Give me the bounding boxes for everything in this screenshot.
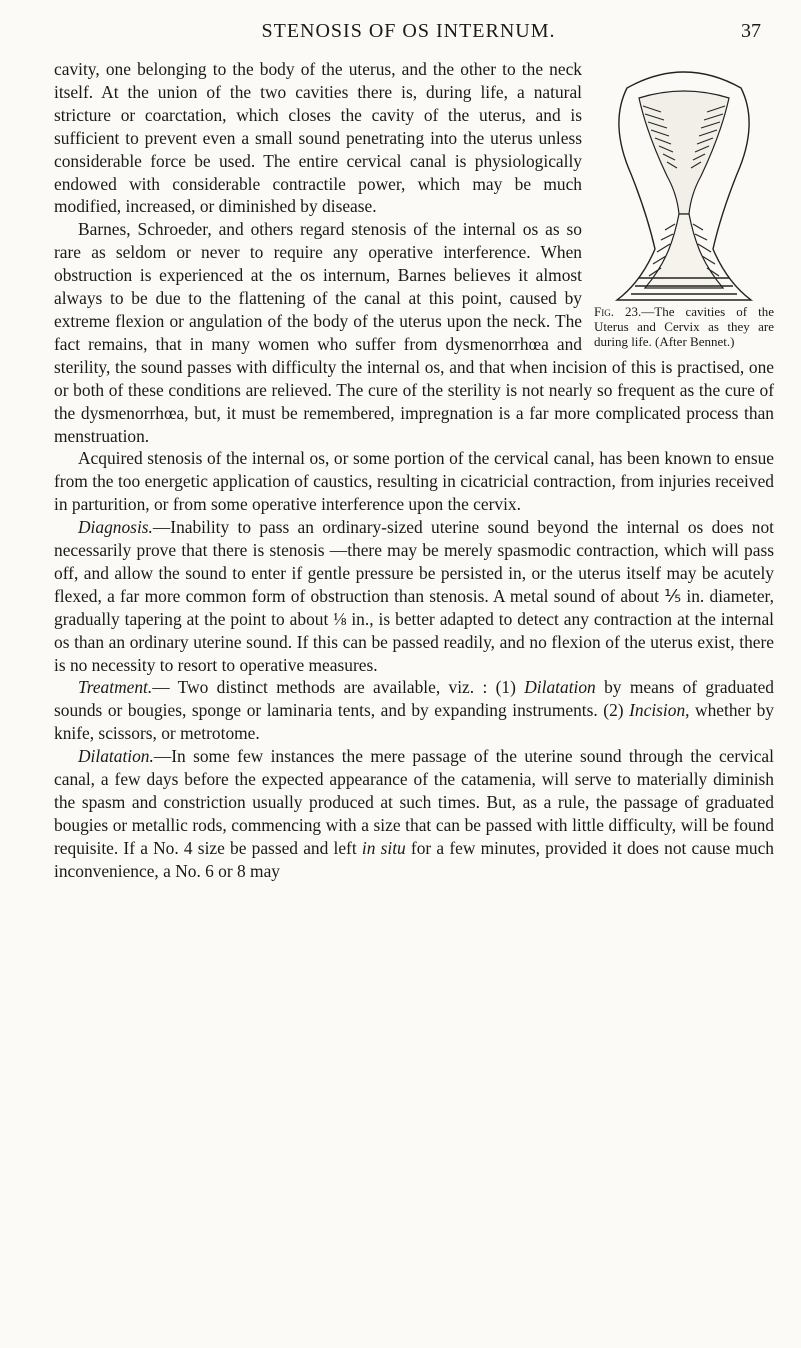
section-lead: Diagnosis. — [78, 517, 153, 538]
caption-text: —The cavities of the Uterus and Cervix as they are during life. (After Bennet.) — [594, 304, 774, 349]
paragraph-text: —Inability to pass an ordinary-sized uterine sound beyond the internal os does not necessarily prove that there is stenosis —there may be merely spasmodic contraction, which will pass off, and allow the sound to enter if gentle pressure be persisted in, or the uterus itself may be acutely flexed, a far more common form of obstruction than stenosis. A metal sound of about ⅕ in. diameter, gradually tapering at the point to about ⅛ in., is better adapted to detect any contraction at the internal os than an ordinary uterine sound. If this can be passed readily, and no flexion of the uterus exist, there is no necessity to resort to operative measures. — [54, 517, 774, 675]
paragraph-text: — Two distinct methods are available, viz. : (1) — [152, 677, 525, 698]
paragraph — [54, 676, 774, 745]
paragraph — [54, 745, 774, 882]
running-head: STENOSIS OF OS INTERNUM. — [261, 20, 556, 42]
caption-label: Fig. 23. — [594, 304, 642, 319]
emphasis: Dilatation — [524, 677, 596, 698]
section-lead: Treatment. — [78, 677, 153, 698]
uterus-cavity-illustration — [609, 64, 759, 302]
section-lead: Dilatation. — [78, 746, 154, 767]
paragraph-text: —In some few instances the mere passage of the uterine sound through the cervical canal, a few days before the expected appearance of the catamenia, will serve to materially diminish the spasm and constriction usually produced at such times. But, as a rule, the passage of graduated bougies or metallic rods, commencing with a size that can be passed with little difficulty, will be found requisite. If a No. 4 size be passed and left — [54, 746, 774, 858]
page-header — [96, 20, 761, 48]
page-number: 37 — [741, 20, 761, 42]
figure-23 — [594, 64, 774, 349]
paragraph: Acquired stenosis of the internal os, or some portion of the cervical canal, has been known to ensue from the too energetic application of caustics, resulting in cicatricial contraction, from injuries received in parturition, or from some operative interference upon the cervix. — [54, 448, 774, 515]
paragraph: Barnes, Schroeder, and others regard stenosis of the internal os as so rare as seldom or never to require any operative interference. When obstruction is experienced at the os internum, Barnes believes it almost always to be due to the flattening of the canal at this point, caused by extreme flexion or angulation of the body of the uterus upon the neck. The fact remains, that in many women who suffer from dysmenorrhœa and sterility, the sound passes with difficulty the internal os, and that when incision of this is practised, one or both of these conditions are relieved. The cure of the sterility is not nearly so frequent as the cure of the dysmenorrhœa, but, it must be remembered, impregnation is a far more complicated process than menstruation. — [54, 219, 774, 446]
page-body — [54, 58, 774, 883]
figure-caption — [594, 304, 774, 349]
paragraph-text: , whether by knife, scissors, or metrotome. — [54, 700, 774, 744]
emphasis: Incision — [629, 700, 686, 721]
paragraph-text: for a few minutes, provided it does not cause much inconvenience, a No. 6 or 8 may — [54, 837, 774, 881]
paragraph — [54, 516, 774, 676]
paragraph-text: by means of graduated sounds or bougies, sponge or laminaria tents, and by expanding instruments. (2) — [54, 677, 774, 721]
paragraph: cavity, one belonging to the body of the uterus, and the other to the neck itself. At the union of the two cavities there is, during life, a natural stricture or coarctation, which closes the cavity of the uterus, and is sufficient to prevent even a small sound penetrating into the uterus unless considerable force be used. The entire cervical canal is physiologically endowed with considerable contractile power, which may be much modified, increased, or diminished by disease. — [54, 59, 582, 217]
emphasis: in situ — [361, 837, 406, 858]
